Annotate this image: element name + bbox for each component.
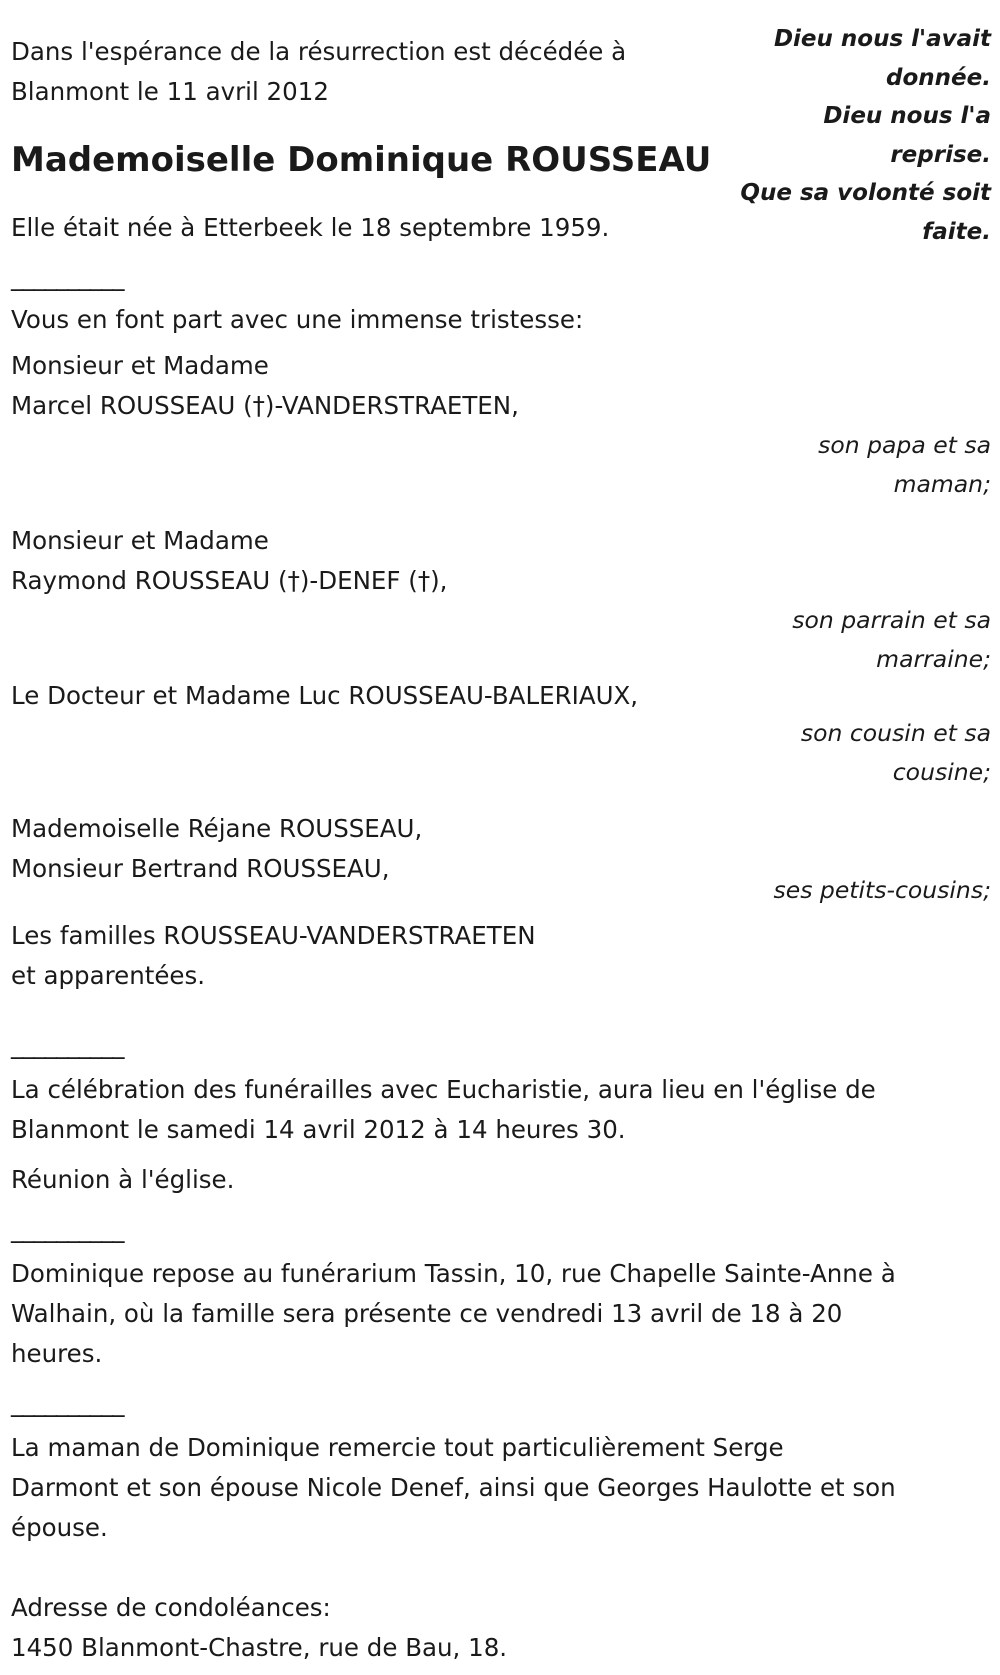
family-entry	[11, 809, 991, 910]
thanks-line: épouse.	[11, 1512, 108, 1542]
family-line: et apparentées.	[11, 960, 206, 990]
quote-line: Dieu nous l'a	[823, 103, 991, 129]
condolences-address-line: 1450 Blanmont-Chastre, rue de Bau, 18.	[11, 1632, 508, 1662]
announcement-line: Vous en font part avec une immense tristesse:	[11, 305, 584, 334]
family-entry	[11, 916, 991, 996]
family-line: Les familles ROUSSEAU-VANDERSTRAETEN	[11, 920, 536, 950]
birth-info: Elle était née à Etterbeek le 18 septembre 1959.	[11, 213, 610, 242]
relation-label	[11, 714, 991, 791]
quote-line: reprise.	[890, 141, 991, 168]
repose-info	[11, 1254, 991, 1374]
relation-line: marraine;	[876, 644, 991, 673]
separator: __________	[11, 1387, 124, 1417]
family-line: Le Docteur et Madame Luc ROUSSEAU-BALERIAUX,	[11, 681, 639, 710]
family-line: Raymond ROUSSEAU (†)-DENEF (†),	[11, 566, 448, 595]
family-line: Marcel ROUSSEAU (†)-VANDERSTRAETEN,	[11, 391, 519, 420]
repose-line: heures.	[11, 1338, 103, 1368]
funeral-line: Blanmont le samedi 14 avril 2012 à 14 heures 30.	[11, 1114, 626, 1144]
quote-line: Dieu nous l'avait	[773, 26, 991, 52]
family-line: Monsieur et Madame	[11, 351, 269, 380]
relation-line: son parrain et sa	[792, 606, 991, 634]
family-entry	[11, 346, 991, 503]
relation-line: son cousin et sa	[800, 719, 991, 747]
family-entry	[11, 676, 991, 791]
family-line: Mademoiselle Réjane ROUSSEAU,	[11, 814, 423, 843]
intro-line: Blanmont le 11 avril 2012	[11, 77, 329, 106]
family-line: Monsieur et Madame	[11, 526, 269, 555]
relation-line: son papa et sa	[818, 431, 991, 459]
repose-line: Dominique repose au funérarium Tassin, 10, rue Chapelle Sainte-Anne à	[11, 1258, 896, 1288]
relation-line: ses petits-cousins;	[773, 876, 991, 904]
repose-line: Walhain, où la famille sera présente ce vendredi 13 avril de 18 à 20	[11, 1298, 843, 1328]
condolences-address	[11, 1588, 991, 1668]
deceased-name: Mademoiselle Dominique ROUSSEAU	[11, 140, 712, 180]
relation-label	[11, 601, 991, 678]
meeting-info: Réunion à l'église.	[11, 1164, 235, 1194]
condolences-label: Adresse de condoléances:	[11, 1592, 331, 1622]
funeral-line: La célébration des funérailles avec Eucharistie, aura lieu en l'église de	[11, 1074, 876, 1104]
funeral-info	[11, 1070, 991, 1150]
relation-label	[11, 426, 991, 503]
quote-line: Que sa volonté soit	[740, 180, 991, 206]
quote-line: faite.	[922, 218, 991, 245]
separator: __________	[11, 262, 124, 291]
thanks-info	[11, 1428, 991, 1548]
quote-line: donnée.	[886, 64, 991, 91]
separator: __________	[11, 1029, 124, 1059]
thanks-line: La maman de Dominique remercie tout particulièrement Serge	[11, 1432, 784, 1462]
family-entry	[11, 521, 991, 678]
family-line: Monsieur Bertrand ROUSSEAU,	[11, 854, 390, 883]
relation-line: cousine;	[892, 757, 991, 786]
intro-text	[11, 32, 711, 112]
separator: __________	[11, 1213, 124, 1243]
intro-line: Dans l'espérance de la résurrection est décédée à	[11, 37, 627, 66]
obituary-notice	[11, 32, 991, 1668]
thanks-line: Darmont et son épouse Nicole Denef, ainsi que Georges Haulotte et son	[11, 1472, 896, 1502]
relation-line: maman;	[893, 469, 991, 498]
